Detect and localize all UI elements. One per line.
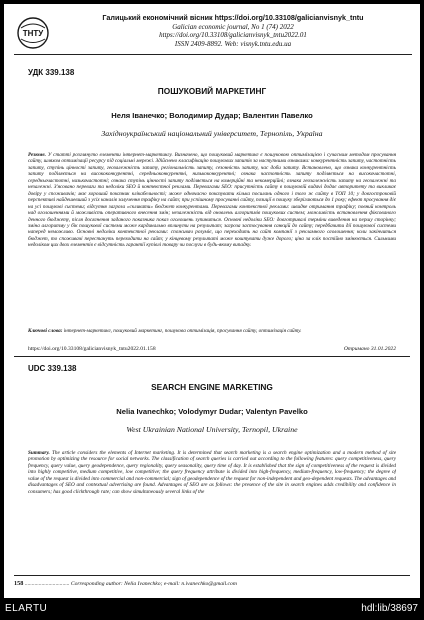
journal-header [14,12,412,55]
keywords-uk [28,328,396,334]
paper-page [4,4,420,598]
article-doi[interactable]: https://doi.org/10.33108/galicianvisnyk_tntu2022.01.158 [28,346,156,352]
authors-en: Nelia Ivanechko; Volodymyr Dudar; Valentyn Pavelko [116,407,308,416]
repository-label: ELARTU [5,603,48,614]
received-date: Отримано 31.01.2022 [343,346,396,352]
keywords-uk-text: інтернет-маркетинг, пошуковий маркетинг, пошукова оптимізація, просування сайту, оптимізація сайту. [63,328,302,334]
affiliation-uk-text: Західноукраїнський національний університет, Тернопіль, Україна [101,129,323,138]
journal-title-en: Galician economic journal, No 1 (74) 2022 [172,22,294,31]
affiliation-uk [14,129,410,138]
logo-text: ТНТУ [22,29,44,38]
page-number: 158 [14,580,24,587]
footer-divider [14,575,410,576]
abstract-uk-text: У статті розглянуто елементи інтернет-маркетингу. Визначено, що пошуковий маркетинг є пошуковою оптимізацією і сучасним методом просування сайту, шляхом оптимізації ресурсу під соціальні мережі. Здійснено класифікацію пошукових запитів за наступними ознаками: конкурентність запиту, частотність запиту, ступінь цінності запиту, геозалежність запиту, регіональність запиту, сезонність запиту, час доби запиту. Встановлено, що ознака конкурентність запиту поділяється на висококонкурентні, середньоконкурентні, низькоконкурентні; ознака частотність запиту поділяється на високочастотні, середньочастотні, низькочастотні; ознака ступінь цінності запиту поділяється на комерційні та некомерційні; ознака геозалежність запиту на геозалежні та незалежні. З'ясовано переваги та недоліки SEO й контекстної реклами. Перевагами SEO: присутність сайту в пошуковій видачі додає авторитету та викликає довіру у споживачів; має хороший показник клікабельності; може одночасно показувати кілька посилань одного і того ж сайту в ТОП 10; у довгостроковій перспективі найдешевший з усіх каналів залучення трафіку на сайт; при успішному просуванні сайту, позиції в пошуку зберігаються до 1 року; ефект просування діє на усі пошукові системи; відсутня загроза «скликати» бюджет конкурентами. Перевагами контекстної реклами: швидке отримання трафіку; повний контроль над оголошеннями й можливість оперативного внесення змін; незалежність від оновлень алгоритмів пошукових систем; можливість встановлення фіксованого денного бюджету, після досягнення заданого показника показ оголошень зупиниться. Основні недоліки SEO: довготривалі терміни виведення на першу сторінку; зміна алгоритму у бік пошукової системи може кардинально вплинути на результат; загроза застосування санкцій до сайту; передбачити дії пошукової системи наперед неможливо. Основні недоліки контекстної реклами: споживач розуміє, що переходить на сайт компанії з рекламного оголошення; коли закінчиться бюджет, то споживачі перестануть переходити на сайт; у кінцевому результаті може коштувати дуже дорого; ціна за клік постійно змінюється. Сильними недоліком цих двох елементів є відсутність гарантії купівлі товару чи послуги в будь-якому випадку. [28,152,396,249]
handle-label[interactable]: hdl:lib/38697 [361,603,418,614]
corresponding-author: Corresponding author: Nelia Ivanechko; e-mail: n.ivanechko@gmail.com [70,581,237,587]
doi-row [28,346,396,352]
abstract-en-label: Summary. [28,450,50,456]
section-divider [14,356,410,357]
keywords-uk-label: Ключові слова: [28,328,63,334]
title-en: SEARCH ENGINE MARKETING [151,382,273,392]
journal-info [54,14,412,48]
issn-line: ISSN 2409-8892. Web: visnyk.tntu.edu.ua [174,39,292,48]
issue-doi[interactable]: https://doi.org/10.33108/galicianvisnyk_tntu2022.01 [159,31,307,40]
authors-uk: Неля Іванечко; Володимир Дудар; Валентин Павелко [111,111,313,120]
journal-title-uk: Галицький економічний вісник https://doi.org/10.33108/galicianvisnyk_tntu [102,13,364,22]
udc-en: UDC 339.138 [28,364,77,373]
abstract-uk-label: Резюме. [28,152,46,158]
title-uk: ПОШУКОВИЙ МАРКЕТИНГ [157,86,267,96]
affiliation-en-text: West Ukrainian National University, Ternopil, Ukraine [126,425,298,434]
page-footer [14,580,410,587]
abstract-uk [28,152,396,326]
footer-dots: ................................ [24,581,70,587]
abstract-en-text: The article considers the elements of Internet marketing. It is determined that search marketing is a search engine optimization and a modern method of site promotion by optimizing the resource for social networks. The classification of search queries is carried out according to the following features: query competitiveness, query frequency, query value, query geodependence, query regionality, query seasonality, query time of day. It is established that the sign of competitiveness of the request is divided into highly competitive, medium competitive, low competitive; the query frequency attribute is divided into high-frequency, medium-frequency, low-frequency; the degree of value of the request is divided into commercial and non-commercial; sign of geodependence of the request for non-independent and geo-dependent requests. The advantages and disadvantages of SEO and contextual advertising are found. Advantages of SEO are as follows: the presence of the site in search engines adds credibility and confidence in consumers; has good clickthrough rate; can show simultaneously several links of the [28,450,396,495]
udc-uk: УДК 339.138 [28,68,75,77]
abstract-en [28,450,396,570]
university-logo-icon [16,16,50,50]
affiliation-en [14,425,410,434]
